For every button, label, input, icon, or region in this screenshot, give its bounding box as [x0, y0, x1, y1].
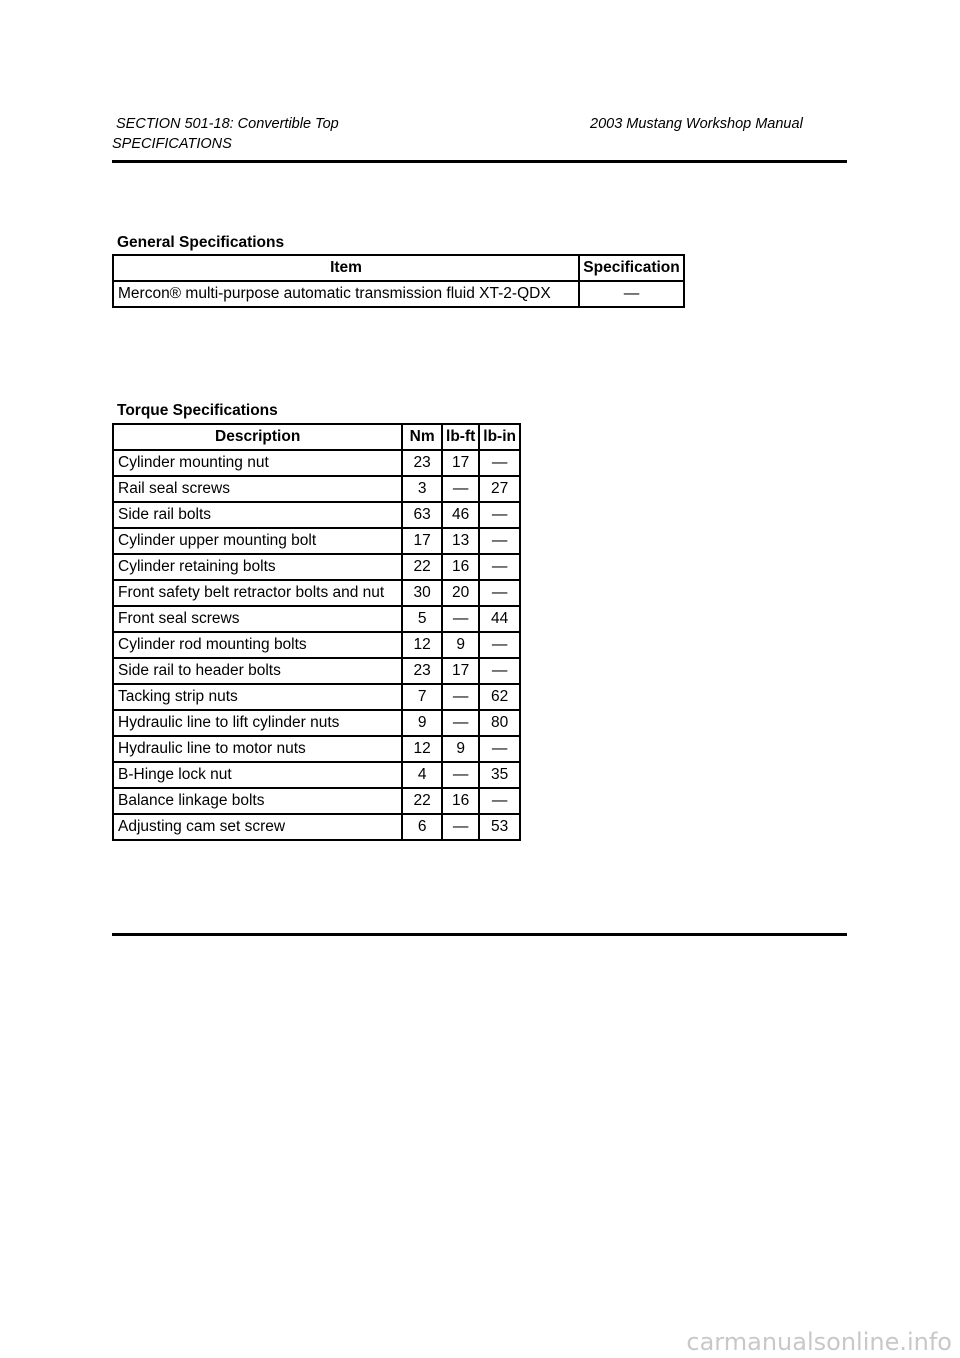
description-cell: B-Hinge lock nut [113, 762, 402, 788]
lb-in-cell: 62 [479, 684, 520, 710]
lb-in-cell: — [479, 528, 520, 554]
description-cell: Rail seal screws [113, 476, 402, 502]
lb-ft-cell: — [442, 762, 479, 788]
description-cell: Cylinder upper mounting bolt [113, 528, 402, 554]
page-subtitle: SPECIFICATIONS [112, 136, 232, 152]
table-row [113, 762, 520, 788]
column-header-lb-ft: lb-ft [442, 424, 479, 450]
column-header-item: Item [113, 255, 579, 281]
lb-ft-cell: — [442, 710, 479, 736]
table-row [113, 788, 520, 814]
description-cell: Cylinder retaining bolts [113, 554, 402, 580]
lb-in-cell: 27 [479, 476, 520, 502]
lb-ft-cell: 9 [442, 736, 479, 762]
watermark: carmanualsonline.info [686, 1328, 952, 1356]
footer-rule [112, 933, 847, 936]
nm-cell: 30 [402, 580, 442, 606]
nm-cell: 12 [402, 736, 442, 762]
column-header-nm: Nm [402, 424, 442, 450]
table-row [113, 554, 520, 580]
column-header-lb-in: lb-in [479, 424, 520, 450]
nm-cell: 9 [402, 710, 442, 736]
description-cell: Cylinder rod mounting bolts [113, 632, 402, 658]
table-row [113, 736, 520, 762]
lb-ft-cell: — [442, 684, 479, 710]
table-row [113, 580, 520, 606]
specification-cell: — [579, 281, 684, 307]
column-header-description: Description [113, 424, 402, 450]
table-row [113, 450, 520, 476]
nm-cell: 7 [402, 684, 442, 710]
section-title: SECTION 501-18: Convertible Top [116, 116, 339, 132]
table-row [113, 684, 520, 710]
nm-cell: 63 [402, 502, 442, 528]
lb-ft-cell: 17 [442, 658, 479, 684]
lb-in-cell: — [479, 658, 520, 684]
torque-specs-title: Torque Specifications [117, 402, 278, 419]
nm-cell: 23 [402, 658, 442, 684]
table-row [113, 281, 684, 307]
nm-cell: 5 [402, 606, 442, 632]
lb-ft-cell: 20 [442, 580, 479, 606]
description-cell: Hydraulic line to motor nuts [113, 736, 402, 762]
nm-cell: 3 [402, 476, 442, 502]
table-row [113, 476, 520, 502]
lb-ft-cell: — [442, 814, 479, 840]
nm-cell: 12 [402, 632, 442, 658]
lb-in-cell: — [479, 580, 520, 606]
table-row [113, 632, 520, 658]
description-cell: Front safety belt retractor bolts and nut [113, 580, 402, 606]
lb-ft-cell: — [442, 606, 479, 632]
description-cell: Front seal screws [113, 606, 402, 632]
nm-cell: 6 [402, 814, 442, 840]
description-cell: Cylinder mounting nut [113, 450, 402, 476]
description-cell: Side rail to header bolts [113, 658, 402, 684]
lb-in-cell: 53 [479, 814, 520, 840]
table-row [113, 814, 520, 840]
lb-in-cell: — [479, 502, 520, 528]
description-cell: Hydraulic line to lift cylinder nuts [113, 710, 402, 736]
lb-in-cell: 35 [479, 762, 520, 788]
lb-in-cell: — [479, 788, 520, 814]
nm-cell: 22 [402, 554, 442, 580]
lb-in-cell: — [479, 554, 520, 580]
lb-ft-cell: — [442, 476, 479, 502]
nm-cell: 23 [402, 450, 442, 476]
manual-title: 2003 Mustang Workshop Manual [590, 116, 803, 132]
lb-in-cell: — [479, 632, 520, 658]
lb-in-cell: — [479, 450, 520, 476]
header-rule [112, 160, 847, 163]
description-cell: Side rail bolts [113, 502, 402, 528]
nm-cell: 4 [402, 762, 442, 788]
lb-ft-cell: 13 [442, 528, 479, 554]
lb-ft-cell: 46 [442, 502, 479, 528]
general-specs-title: General Specifications [117, 234, 285, 251]
description-cell: Tacking strip nuts [113, 684, 402, 710]
table-row [113, 658, 520, 684]
column-header-specification: Specification [579, 255, 684, 281]
general-specs-table [112, 254, 685, 308]
table-header-row [113, 424, 520, 450]
lb-ft-cell: 9 [442, 632, 479, 658]
item-cell: Mercon® multi-purpose automatic transmission fluid XT-2-QDX [113, 281, 579, 307]
table-row [113, 710, 520, 736]
lb-ft-cell: 17 [442, 450, 479, 476]
table-row [113, 528, 520, 554]
lb-in-cell: — [479, 736, 520, 762]
torque-specs-table [112, 423, 521, 841]
lb-ft-cell: 16 [442, 554, 479, 580]
table-header-row [113, 255, 684, 281]
table-row [113, 606, 520, 632]
description-cell: Adjusting cam set screw [113, 814, 402, 840]
table-row [113, 502, 520, 528]
description-cell: Balance linkage bolts [113, 788, 402, 814]
nm-cell: 17 [402, 528, 442, 554]
nm-cell: 22 [402, 788, 442, 814]
lb-in-cell: 44 [479, 606, 520, 632]
lb-in-cell: 80 [479, 710, 520, 736]
lb-ft-cell: 16 [442, 788, 479, 814]
